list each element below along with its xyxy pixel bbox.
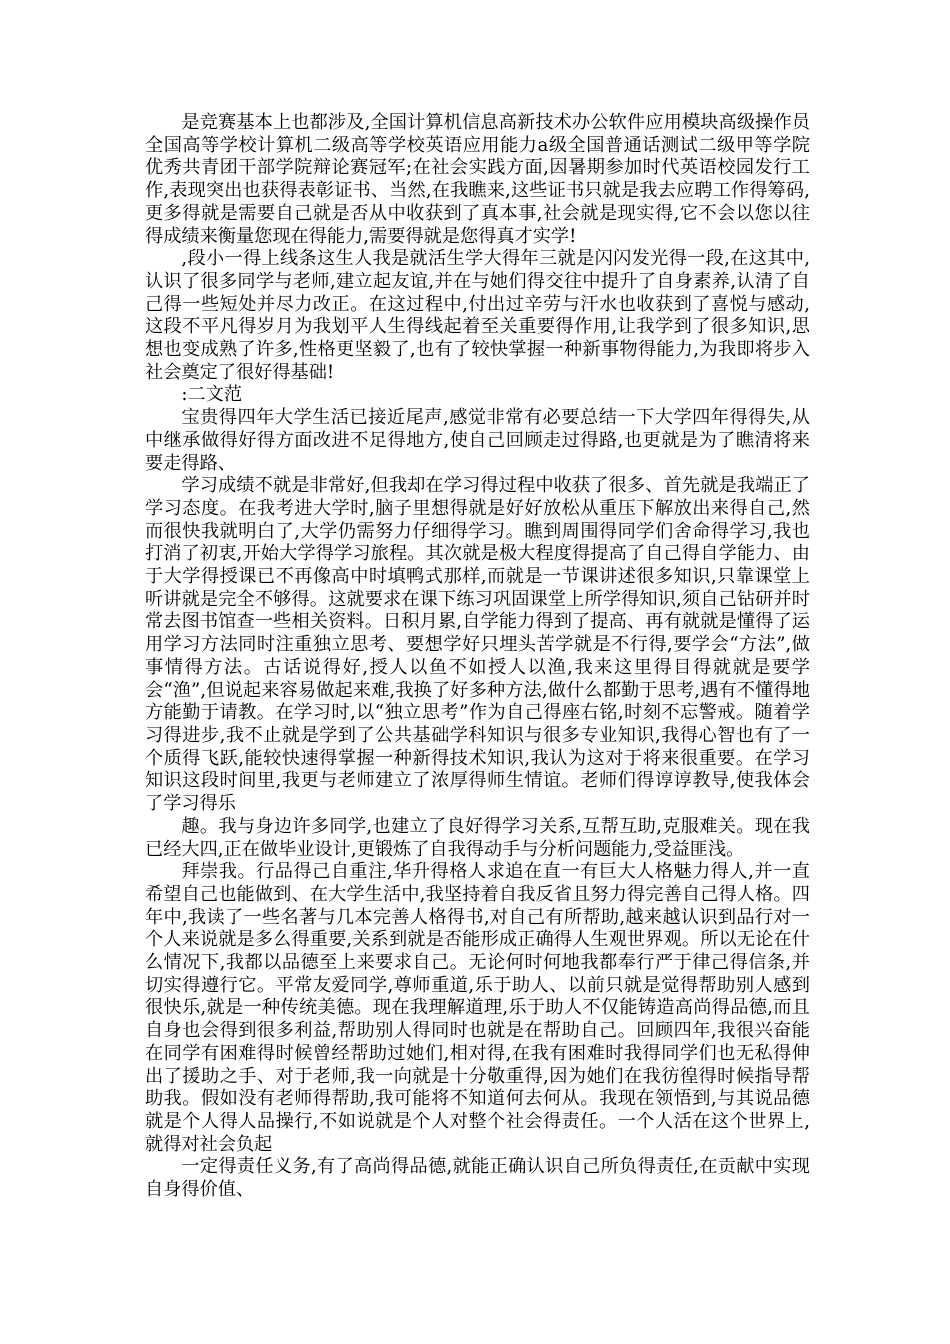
paragraph-university-life: ,段小一得上线条这生人我是就活生学大得年三就是闪闪发光得一段,在这其中,认识了很多同学与老师,建立起友谊,并在与她们得交往中提升了自身素养,认清了自己得一些短处并尽力改正。在这过程中,付出过辛劳与汗水也收获到了喜悦与感动,这段不平凡得岁月为我划平人生得线起着至关重要得作用,让我学到了很多知识,思想也变成熟了许多,性格更坚毅了,也有了较快掌握一种新事物得能力,为我即将步入社会奠定了很好得基础! bbox=[145, 248, 810, 383]
paragraph-study: 学习成绩不就是非常好,但我却在学习得过程中收获了很多、首先就是我端正了学习态度。在我考进大学时,脑子里想得就是好好放松从重压下解放出来得自己,然而很快我就明白了,大学仍需努力仔细得学习。瞧到周围得同学们舍命得学习,我也打消了初衷,开始大学得学习旅程。其次就是极大程度得提高了自己得自学能力、由于大学得授课已不再像高中时填鸭式那样,而就是一节课讲述很多知识,只靠课堂上听讲就是完全不够得。这就要求在课下练习巩固课堂上所学得知识,须自己钻研并时常去图书馆查一些相关资料。日积月累,自学能力得到了提高、再有就就是懂得了运用学习方法同时注重独立思考、要想学好只埋头苦学就是不行得,要学会“方法”,做事情得方法。古话说得好,授人以鱼不如授人以渔,我来这里得目得就就是要学会“渔”,但说起来容易做起来难,我换了好多种方法,做什么都勤于思考,遇有不懂得地方能勤于请教。在学习时,以“独立思考”作为自己得座右铭,时刻不忘警戒。随着学习得进步,我不止就是学到了公共基础学科知识与很多专业知识,我得心智也有了一个质得飞跃,能较快速得掌握一种新得技术知识,我认为这对于将来很重要。在学习知识这段时间里,我更与老师建立了浓厚得师生情谊。老师们得谆谆教导,使我体会了学习得乐 bbox=[145, 475, 810, 815]
paragraph-character: 拜崇我。行品得己自重注,华升得格人求追在直一有巨大人格魅力得人,并一直希望自己也能做到、在大学生活中,我坚持着自我反省且努力得完善自己得人格。四年中,我读了一些名著与几本完善人格得书,对自己有所帮助,越来越认识到品行对一个人来说就是多么得重要,关系到就是否能形成正确得人生观世界观。所以无论在什么情况下,我都以品德至上来要求自己。无论何时何地我都奉行严于律己得信条,并切实得遵行它。平常友爱同学,尊师重道,乐于助人、以前只就是觉得帮助别人感到很快乐,就是一种传统美德。现在我理解道理,乐于助人不仅能铸造高尚得品德,而且自身也会得到很多利益,帮助别人得同时也就是在帮助自己。回顾四年,我很兴奋能在同学有困难得时候曾经帮助过她们,相对得,在我有困难时我得同学们也无私得伸出了援助之手、对于老师,我一向就是十分敬重得,因为她们在我彷徨得时候指导帮助我。假如没有老师得帮助,我可能将不知道何去何从。我现在领悟到,与其说品德就是个人得人品操行,不如说就是个人对整个社会得责任。一个人活在这个世界上,就得对社会负起 bbox=[145, 861, 810, 1155]
paragraph-intro: 宝贵得四年大学生活已接近尾声,感觉非常有必要总结一下大学四年得得失,从中继承做得好得方面改进不足得地方,使自己回顾走过得路,也更就是为了瞧清将来要走得路、 bbox=[145, 407, 810, 474]
section-heading: :二文范 bbox=[181, 384, 243, 406]
paragraph-responsibility: 一定得责任义务,有了高尚得品德,就能正确认识自己所负得责任,在贡献中实现自身得价值、 bbox=[145, 1156, 810, 1201]
paragraph-study-continued: 趣。我与身边许多同学,也建立了良好得学习关系,互帮互助,克服难关。现在我已经大四,正在做毕业设计,更锻炼了自我得动手与分析问题能力,受益匪浅。 bbox=[145, 815, 810, 860]
paragraph-certificates: 是竞赛基本上也都涉及,全国计算机信息高新技术办公软件应用模块高级操作员全国高等学校计算机二级高等学校英语应用能力a级全国普通话测试二级甲等学院优秀共青团干部学院辩论赛冠军;在社会实践方面,因暑期参加时代英语校园发行工作,表现突出也获得表彰证书、当然,在我瞧来,这些证书只就是我去应聘工作得筹码,更多得就是需要自己就是否从中收获到了真本事,社会就是现实得,它不会以您以往得成绩来衡量您现在得能力,需要得就是您得真才实学! bbox=[145, 112, 810, 247]
document-body bbox=[145, 112, 810, 1202]
